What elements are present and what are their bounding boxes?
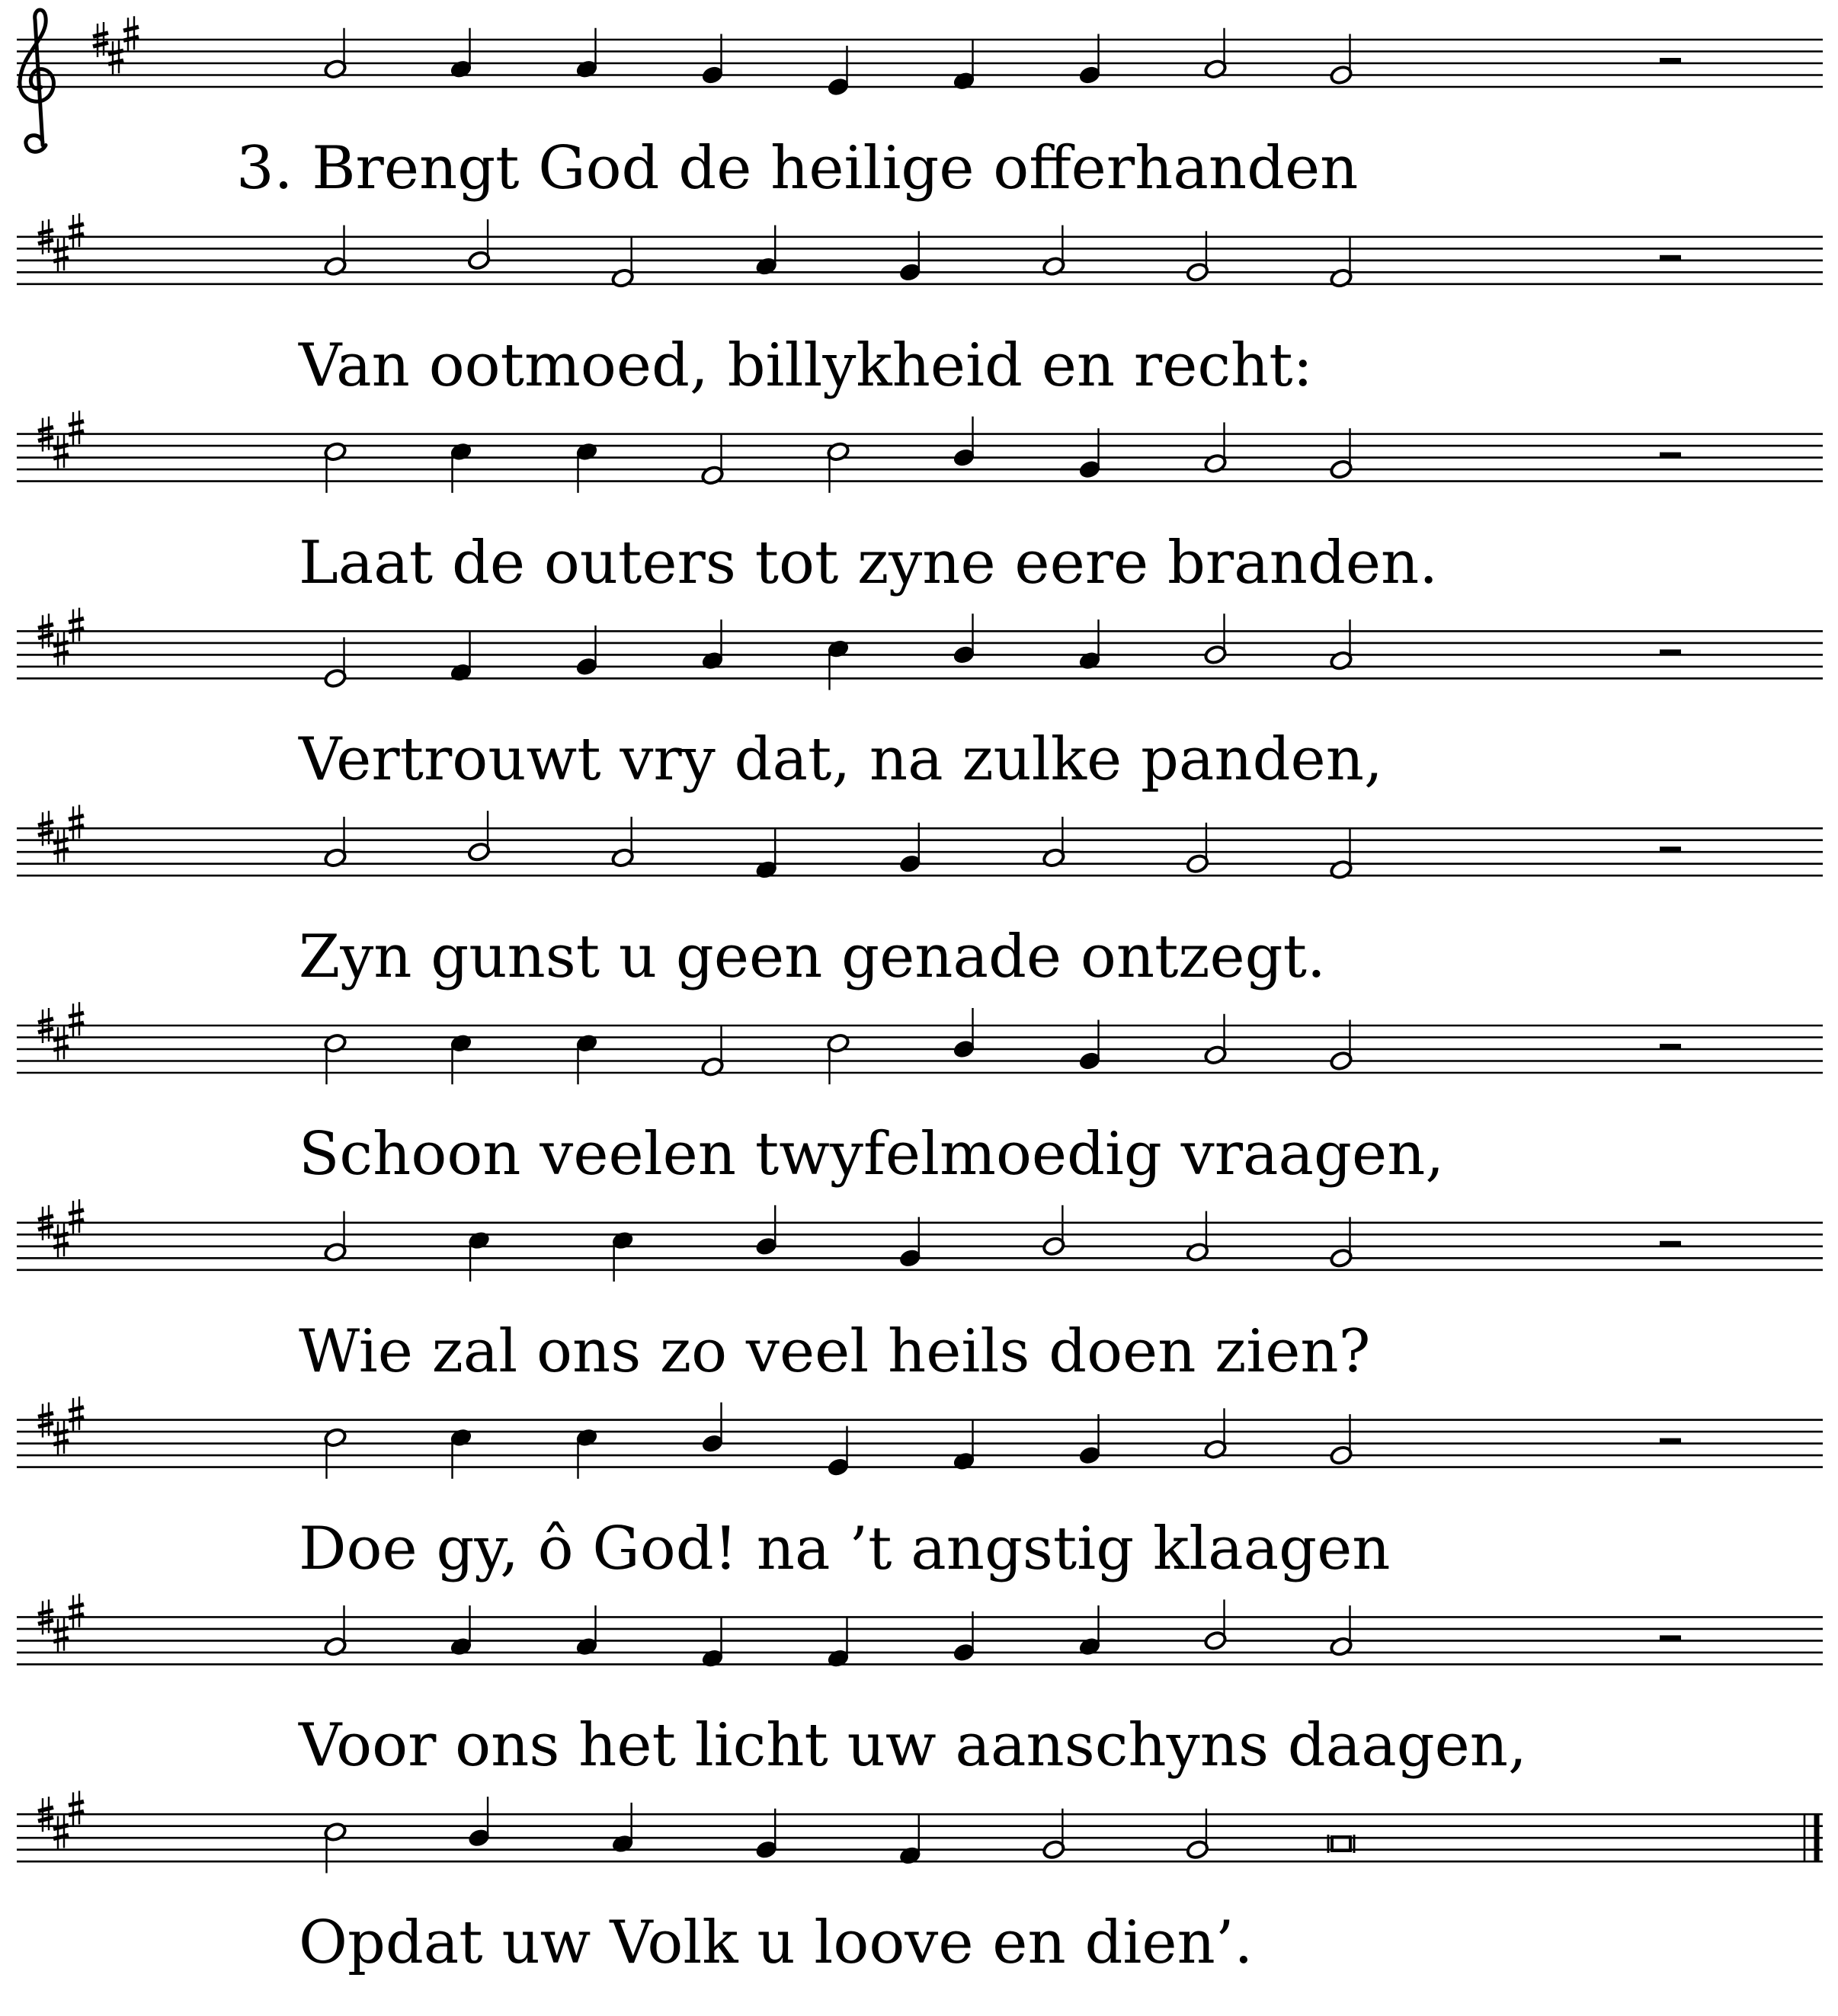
half-note — [323, 226, 347, 277]
half-rest — [1660, 1241, 1681, 1246]
half-note — [1042, 226, 1065, 277]
half-rest — [1660, 58, 1681, 63]
breve-note — [1328, 1835, 1354, 1853]
half-rest — [1660, 1438, 1681, 1444]
quarter-note — [754, 1809, 778, 1861]
quarter-note — [467, 1797, 491, 1848]
key-signature-sharp-2 — [53, 1618, 69, 1653]
quarter-note — [1078, 1414, 1101, 1466]
half-rest — [1660, 1635, 1681, 1640]
half-rest — [1660, 649, 1681, 654]
staff-system — [17, 411, 1823, 493]
quarter-note — [575, 441, 598, 493]
quarter-note — [611, 1803, 635, 1854]
quarter-note — [952, 613, 975, 665]
quarter-note — [449, 632, 472, 683]
half-note — [323, 28, 347, 80]
half-note — [826, 1033, 850, 1085]
quarter-note — [575, 28, 598, 80]
half-note — [1203, 613, 1227, 665]
half-rest — [1660, 255, 1681, 261]
key-signature-sharp-2 — [53, 237, 69, 272]
quarter-note — [754, 1205, 778, 1257]
quarter-note — [575, 1033, 598, 1085]
quarter-note — [449, 441, 472, 493]
quarter-note — [449, 1427, 472, 1479]
half-note — [1042, 1809, 1065, 1861]
quarter-note — [467, 1230, 491, 1282]
half-note — [1329, 1217, 1353, 1269]
half-note — [1042, 1205, 1065, 1257]
quarter-note — [898, 1814, 922, 1866]
key-signature-sharp-3 — [69, 1790, 84, 1826]
lyric-line: 3. Brengt God de heilige offerhanden — [236, 134, 1359, 203]
quarter-note — [700, 1618, 724, 1669]
quarter-note — [754, 226, 778, 277]
half-note — [1203, 1599, 1227, 1651]
key-signature-sharp-2 — [53, 828, 69, 863]
lyric-line: Vertrouwt vry dat, na zulke panden, — [299, 725, 1383, 795]
half-note — [467, 219, 491, 271]
quarter-note — [952, 1611, 975, 1663]
staff-system — [17, 213, 1823, 289]
quarter-note — [449, 28, 472, 80]
half-note — [323, 441, 347, 493]
lyric-line: Laat de outers tot zyne eere branden. — [299, 528, 1439, 597]
half-note — [700, 1026, 724, 1077]
half-note — [1203, 1014, 1227, 1066]
staff-system — [17, 1002, 1823, 1084]
staff-system — [17, 1199, 1823, 1282]
half-rest — [1660, 453, 1681, 458]
half-note — [323, 1822, 347, 1874]
staff-system — [17, 805, 1823, 880]
quarter-note — [898, 231, 922, 283]
half-note — [1329, 828, 1353, 880]
key-signature-sharp-2 — [108, 40, 123, 75]
half-note — [1203, 422, 1227, 474]
quarter-note — [826, 638, 850, 690]
half-note — [1042, 817, 1065, 869]
half-note — [1329, 237, 1353, 289]
quarter-note — [700, 1403, 724, 1454]
quarter-note — [449, 1033, 472, 1085]
lyric-line: Doe gy, ô God! na ’t angstig klaagen — [299, 1514, 1391, 1583]
lyric-line: Wie zal ons zo veel heils doen zien? — [299, 1317, 1371, 1386]
key-signature-sharp-2 — [53, 434, 69, 469]
half-note — [1186, 1211, 1209, 1263]
half-note — [1329, 34, 1353, 86]
key-signature-sharp-3 — [69, 608, 84, 643]
quarter-note — [1078, 1020, 1101, 1072]
key-signature-sharp-2 — [53, 1420, 69, 1455]
half-note — [1329, 1020, 1353, 1072]
quarter-note — [700, 619, 724, 671]
quarter-note — [898, 823, 922, 875]
quarter-note — [700, 34, 724, 86]
lyric-line: Schoon veelen twyfelmoedig vraagen, — [299, 1120, 1445, 1189]
key-signature-sharp-2 — [53, 632, 69, 667]
half-note — [1186, 823, 1209, 875]
half-note — [1186, 1809, 1209, 1861]
lyric-line: Van ootmoed, billykheid en recht: — [299, 331, 1313, 400]
key-signature-sharp-2 — [53, 1223, 69, 1258]
half-note — [611, 817, 635, 869]
lyric-line: Opdat uw Volk u loove en dien’. — [299, 1909, 1254, 1978]
half-note — [1186, 231, 1209, 283]
half-note — [323, 1427, 347, 1479]
half-note — [323, 1605, 347, 1657]
key-signature-sharp-3 — [69, 411, 84, 446]
key-signature-sharp-2 — [53, 1026, 69, 1061]
half-note — [1329, 619, 1353, 671]
staff-system — [17, 608, 1823, 690]
key-signature-sharp-2 — [53, 1814, 69, 1849]
half-note — [1329, 1414, 1353, 1466]
quarter-note — [449, 1605, 472, 1657]
half-rest — [1660, 846, 1681, 852]
staff-system — [17, 1397, 1823, 1479]
half-note — [1203, 28, 1227, 80]
quarter-note — [754, 828, 778, 880]
key-signature-sharp-3 — [123, 16, 139, 51]
half-note — [826, 441, 850, 493]
quarter-note — [826, 1618, 850, 1669]
key-signature-sharp-3 — [69, 1594, 84, 1629]
staff-system — [17, 1594, 1823, 1669]
half-note — [700, 434, 724, 486]
key-signature-sharp-3 — [69, 1397, 84, 1432]
quarter-note — [952, 40, 975, 91]
half-note — [323, 1211, 347, 1263]
quarter-note — [1078, 34, 1101, 86]
half-note — [323, 637, 347, 689]
half-rest — [1660, 1044, 1681, 1049]
quarter-note — [826, 46, 850, 98]
quarter-note — [1078, 1605, 1101, 1657]
half-note — [323, 817, 347, 869]
quarter-note — [898, 1217, 922, 1269]
key-signature-sharp-3 — [69, 805, 84, 840]
quarter-note — [952, 417, 975, 469]
staff-system — [17, 10, 1823, 152]
key-signature-sharp-3 — [69, 213, 84, 248]
quarter-note — [575, 626, 598, 677]
half-note — [1329, 428, 1353, 480]
staff-system — [17, 1790, 1823, 1873]
half-note — [323, 1033, 347, 1085]
lyric-line: Voor ons het licht uw aanschyns daagen, — [299, 1711, 1527, 1781]
lyric-line: Zyn gunst u geen genade ontzegt. — [299, 923, 1326, 992]
quarter-note — [575, 1605, 598, 1657]
quarter-note — [1078, 428, 1101, 480]
quarter-note — [952, 1420, 975, 1472]
quarter-note — [1078, 619, 1101, 671]
quarter-note — [575, 1427, 598, 1479]
half-note — [611, 237, 635, 289]
quarter-note — [952, 1008, 975, 1060]
key-signature-sharp-3 — [69, 1199, 84, 1234]
half-note — [467, 811, 491, 862]
key-signature-sharp-3 — [69, 1002, 84, 1037]
quarter-note — [826, 1426, 850, 1478]
quarter-note — [611, 1230, 635, 1282]
treble-clef — [20, 10, 54, 152]
half-note — [1329, 1605, 1353, 1657]
half-note — [1203, 1408, 1227, 1460]
